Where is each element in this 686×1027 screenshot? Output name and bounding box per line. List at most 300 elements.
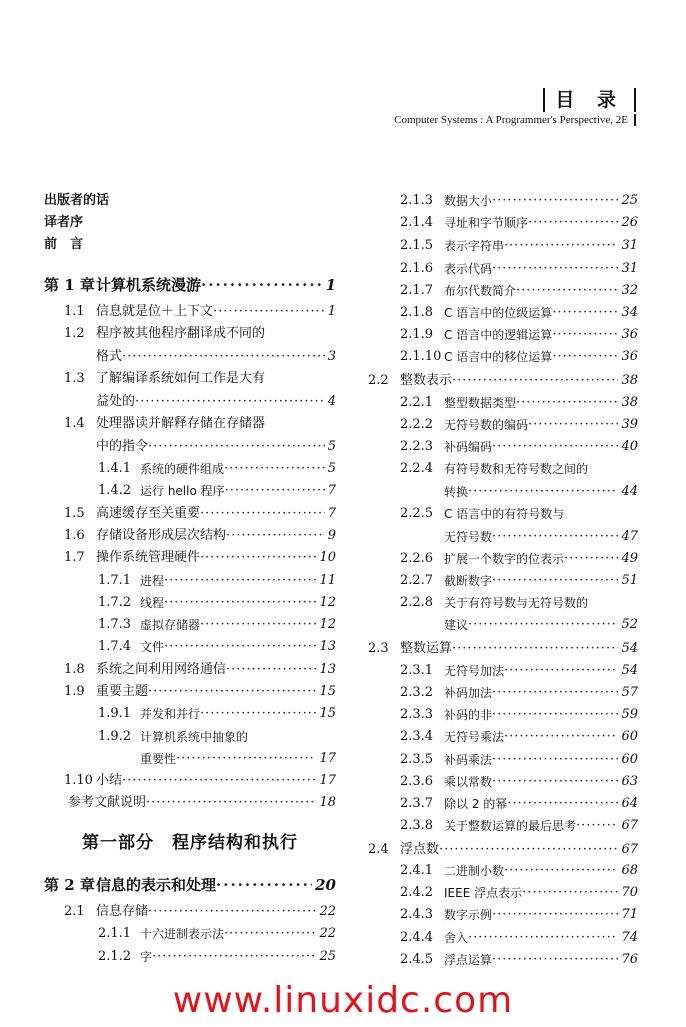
toc-entry-title: 表示字符串 — [444, 239, 505, 253]
toc-entry-number: 1.9.1 — [98, 706, 132, 721]
toc-entry-title: C 语言中的有符号数与 — [444, 507, 565, 521]
toc-entry-title: 字 — [140, 950, 153, 964]
toc-entry-page: 20 — [315, 876, 336, 894]
toc-entry-title: 虚拟存储器 — [140, 618, 201, 632]
dot-leader — [588, 458, 638, 480]
toc-entry-number: 2.1.9 — [400, 327, 434, 342]
toc-entry — [44, 525, 336, 547]
toc-entry-title: 信息就是位＋上下文 — [96, 304, 214, 319]
toc-entry-number: 1.8 — [64, 662, 85, 677]
toc-entry-title: 前 言 — [44, 237, 84, 252]
dot-leader — [164, 570, 316, 592]
toc-entry-page: 70 — [621, 885, 638, 900]
toc-entry-number: 2.2.6 — [400, 551, 434, 566]
dot-leader — [216, 874, 312, 896]
toc-entry-page: 32 — [621, 283, 638, 298]
toc-entry — [44, 874, 336, 896]
toc-entry-page: 5 — [327, 461, 336, 476]
toc-entry-title: 表示代码 — [444, 262, 493, 276]
dot-leader — [452, 638, 618, 660]
toc-entry-title: 浮点数 — [400, 842, 440, 857]
toc-entry-number: 1.4.1 — [98, 461, 132, 476]
toc-entry-page: 34 — [621, 305, 638, 320]
toc-entry — [368, 526, 638, 548]
toc-entry-number: 2.3.4 — [400, 729, 434, 744]
toc-entry-title: 无符号数的编码 — [444, 418, 529, 432]
toc-entry-number: 1.4.2 — [98, 483, 132, 498]
toc-entry — [368, 414, 638, 436]
toc-entry-page: 67 — [621, 818, 638, 833]
toc-entry — [44, 274, 336, 296]
watermark-url: www.linuxidc.com — [172, 980, 514, 1021]
dot-leader — [504, 660, 618, 682]
toc-entry-number: 2.4 — [368, 842, 389, 857]
toc-entry-page: 76 — [621, 952, 638, 967]
toc-entry-number: 2.1.6 — [400, 261, 434, 276]
toc-entry-page: 25 — [319, 949, 336, 964]
dot-leader — [564, 503, 638, 525]
toc-entry-title: 中的指令 — [96, 439, 149, 454]
toc-entry-number: 1.10 — [64, 773, 93, 788]
dot-leader — [492, 682, 618, 704]
toc-entry-page: 17 — [319, 773, 336, 788]
toc-entry-page: 7 — [327, 506, 336, 521]
dot-leader — [528, 212, 618, 234]
dot-leader — [226, 659, 316, 681]
toc-entry-number: 1.7.4 — [98, 639, 132, 654]
dot-leader — [492, 771, 618, 793]
dot-leader — [522, 882, 618, 904]
toc-entry — [368, 324, 638, 346]
toc-entry-title: 格式 — [96, 349, 123, 364]
toc-entry-title: 截断数字 — [444, 574, 493, 588]
toc-entry — [44, 770, 336, 792]
toc-entry — [368, 614, 638, 636]
toc-entry — [368, 949, 638, 971]
toc-entry-page: 38 — [621, 395, 638, 410]
dot-leader — [468, 481, 618, 503]
toc-entry-title: 有符号数和无符号数之间的 — [444, 462, 589, 476]
toc-entry-number: 2.4.4 — [400, 930, 434, 945]
toc-entry — [368, 302, 638, 324]
toc-entry-title: 乘以常数 — [444, 775, 493, 789]
toc-entry — [44, 190, 336, 212]
toc-entry — [368, 235, 638, 257]
toc-entry-number: 1.9.2 — [98, 729, 132, 744]
toc-entry — [44, 212, 336, 234]
toc-entry-title: 无符号加法 — [444, 664, 505, 678]
toc-entry — [368, 704, 638, 726]
toc-entry — [368, 458, 638, 480]
toc-entry-number: 2.3.3 — [400, 707, 434, 722]
toc-entry — [44, 503, 336, 525]
toc-entry-title: 文件 — [140, 640, 165, 654]
dot-leader — [200, 547, 316, 569]
toc-entry-page: 54 — [621, 641, 638, 656]
toc-entry — [44, 636, 336, 658]
dot-leader — [492, 436, 618, 458]
toc-entry — [44, 748, 336, 770]
toc-entry-number: 1.5 — [64, 506, 85, 521]
toc-entry-page: 15 — [319, 706, 336, 721]
toc-entry-title: 除以 2 的幂 — [444, 797, 508, 811]
toc-entry — [368, 570, 638, 592]
toc-entry — [368, 904, 638, 926]
toc-entry-title: 寻址和字节顺序 — [444, 216, 529, 230]
dot-leader — [552, 346, 618, 368]
toc-entry-title: 运行 hello 程序 — [140, 484, 225, 498]
toc-entry-title: 关于整数运算的最后思考 — [444, 819, 577, 833]
toc-entry-number: 1.3 — [64, 371, 85, 386]
toc-entry-page: 17 — [319, 751, 336, 766]
toc-entry — [44, 792, 336, 814]
toc-entry-number: 2.1.4 — [400, 215, 434, 230]
toc-entry-number: 2.1 — [64, 904, 85, 919]
toc-entry-page: 39 — [621, 417, 638, 432]
toc-entry-number: 2.3.2 — [400, 685, 434, 700]
dot-leader — [468, 927, 618, 949]
toc-entry-title: 舍入 — [444, 931, 469, 945]
dot-leader — [516, 280, 618, 302]
toc-entry — [368, 638, 638, 660]
toc-entry-title: 计算机系统中抽象的 — [140, 730, 249, 744]
toc-entry-page: 1 — [325, 276, 336, 294]
toc-entry-title: 数字示例 — [444, 908, 493, 922]
toc-entry-page: 7 — [327, 483, 336, 498]
toc-entry-title: C 语言中的逻辑运算 — [444, 328, 553, 342]
dot-leader — [516, 392, 618, 414]
toc-entry-title: 浮点运算 — [444, 953, 493, 967]
dot-leader — [213, 301, 325, 323]
toc-entry-number: 1.2 — [64, 326, 85, 341]
toc-entry-number: 2.4.3 — [400, 907, 434, 922]
toc-entry — [368, 749, 638, 771]
toc-entry — [44, 234, 336, 256]
toc-entry-page: 67 — [621, 842, 638, 857]
dot-leader — [146, 792, 316, 814]
toc-entry — [44, 901, 336, 923]
toc-entry-number: 1.4 — [64, 416, 85, 431]
toc-entry-number: 2.1.3 — [400, 193, 434, 208]
dot-leader — [576, 815, 618, 837]
toc-entry-title: 并发和并行 — [140, 707, 201, 721]
toc-entry-title: 系统之间利用网络通信 — [96, 662, 227, 677]
dot-leader — [504, 860, 618, 882]
dot-leader — [224, 923, 316, 945]
toc-entry-title: 补码乘法 — [444, 753, 493, 767]
toc-entry — [44, 346, 336, 368]
toc-entry-title: 补码加法 — [444, 686, 493, 700]
toc-entry-page: 4 — [327, 394, 336, 409]
dot-leader — [492, 570, 618, 592]
toc-entry-page: 63 — [621, 774, 638, 789]
dot-leader — [226, 525, 325, 547]
toc-entry-page: 1 — [327, 304, 336, 319]
toc-entry-title: 系统的硬件组成 — [140, 462, 225, 476]
toc-entry-number: 第 1 章 — [44, 276, 95, 294]
toc-entry-page: 74 — [621, 930, 638, 945]
toc-entry-page: 9 — [327, 528, 336, 543]
toc-entry-number: 2.2.8 — [400, 595, 434, 610]
toc-entry-page: 36 — [621, 349, 638, 364]
dot-leader — [492, 704, 618, 726]
dot-leader — [200, 614, 316, 636]
toc-entry — [368, 481, 638, 503]
toc-entry-title: 存储设备形成层次结构 — [96, 528, 227, 543]
toc-entry-number: 2.1.5 — [400, 238, 434, 253]
toc-entry-title: 转换 — [444, 485, 469, 499]
toc-entry-title: 信息存储 — [96, 904, 149, 919]
toc-entry-page: 31 — [621, 238, 638, 253]
toc-entry-title: 建议 — [444, 618, 469, 632]
toc-entry-number: 2.2.7 — [400, 573, 434, 588]
dot-leader — [200, 503, 325, 525]
dot-leader — [507, 793, 618, 815]
dot-leader — [224, 458, 325, 480]
toc-entry-number: 第 2 章 — [44, 876, 95, 894]
dot-leader — [200, 703, 316, 725]
dot-leader — [152, 946, 316, 968]
toc-entry-number: 2.2.2 — [400, 417, 434, 432]
toc-entry — [368, 682, 638, 704]
toc-entry-page: 13 — [319, 662, 336, 677]
dot-leader — [122, 770, 316, 792]
toc-entry-page: 12 — [319, 617, 336, 632]
toc-entry-number: 1.7.3 — [98, 617, 132, 632]
dot-leader — [492, 904, 618, 926]
toc-entry-title: 出版者的话 — [44, 193, 110, 208]
toc-entry-title: 译者序 — [44, 215, 84, 230]
toc-entry-title: 信息的表示和处理 — [96, 876, 217, 894]
toc-entry-page: 12 — [319, 595, 336, 610]
toc-entry-number: 2.2 — [368, 373, 389, 388]
dot-leader — [265, 368, 336, 390]
dot-leader — [564, 548, 618, 570]
toc-entry-page: 25 — [621, 193, 638, 208]
toc-entry-title: 扩展一个数字的位表示 — [444, 552, 565, 566]
toc-entry — [44, 703, 336, 725]
toc-entry-page: 59 — [621, 707, 638, 722]
toc-entry-page: 36 — [621, 327, 638, 342]
toc-entry — [44, 832, 336, 854]
toc-entry-page: 57 — [621, 685, 638, 700]
toc-entry-title: 补码编码 — [444, 440, 493, 454]
toc-entry — [368, 771, 638, 793]
toc-entry-page: 15 — [319, 684, 336, 699]
toc-entry — [44, 592, 336, 614]
toc-entry-page: 60 — [621, 752, 638, 767]
toc-entry-number: 2.4.1 — [400, 863, 434, 878]
toc-entry — [368, 280, 638, 302]
toc-entry-page: 31 — [621, 261, 638, 276]
toc-entry-number: 2.3.7 — [400, 796, 434, 811]
toc-entry-title: 重要主题 — [96, 684, 149, 699]
toc-entry — [368, 927, 638, 949]
toc-entry-page: 13 — [319, 639, 336, 654]
toc-entry — [368, 370, 638, 392]
dot-leader — [164, 592, 316, 614]
toc-entry-page: 38 — [621, 373, 638, 388]
dot-leader — [552, 324, 618, 346]
toc-entry-number: 1.1 — [64, 304, 85, 319]
toc-entry — [368, 346, 638, 368]
toc-entry — [368, 503, 638, 525]
toc-entry-title: 重要性 — [140, 752, 177, 766]
toc-entry-number: 2.1.1 — [98, 926, 132, 941]
toc-entry — [44, 480, 336, 502]
dot-leader — [492, 526, 618, 548]
toc-entry — [368, 793, 638, 815]
toc-entry-title: 益处的 — [96, 394, 136, 409]
toc-entry-title: C 语言中的位级运算 — [444, 306, 553, 320]
dot-leader — [148, 901, 316, 923]
dot-leader — [265, 413, 336, 435]
toc-entry — [368, 258, 638, 280]
toc-entry — [368, 860, 638, 882]
toc-entry — [44, 413, 336, 435]
dot-leader — [492, 190, 618, 212]
toc-entry-number: 2.3.1 — [400, 663, 434, 678]
toc-entry-number: 1.7 — [64, 550, 85, 565]
toc-entry-title: 小结 — [96, 773, 123, 788]
toc-entry — [368, 436, 638, 458]
toc-entry-title: 整型数据类型 — [444, 396, 517, 410]
dot-leader — [135, 391, 325, 413]
toc-entry-page: 54 — [621, 663, 638, 678]
toc-entry — [368, 726, 638, 748]
toc-entry-page: 5 — [327, 439, 336, 454]
toc-entry — [44, 301, 336, 323]
toc-entry-number: 1.7.1 — [98, 573, 132, 588]
toc-entry — [44, 659, 336, 681]
toc-entry-page: 40 — [621, 439, 638, 454]
toc-entry-title: 了解编译系统如何工作是大有 — [96, 371, 266, 386]
toc-entry-page: 26 — [621, 215, 638, 230]
toc-entry — [44, 726, 336, 748]
toc-entry-page: 10 — [319, 550, 336, 565]
dot-leader — [504, 726, 618, 748]
toc-entry-number: 2.2.1 — [400, 395, 434, 410]
toc-entry-title: 处理器读并解释存储在存储器 — [96, 416, 266, 431]
toc-entry-title: IEEE 浮点表示 — [444, 886, 523, 900]
toc-entry — [44, 946, 336, 968]
page-header — [394, 88, 636, 126]
dot-leader — [452, 370, 618, 392]
toc-entry-title: 第一部分 程序结构和执行 — [82, 833, 298, 853]
dot-leader — [225, 480, 325, 502]
dot-leader — [176, 748, 316, 770]
dot-leader — [552, 302, 618, 324]
dot-leader — [468, 614, 618, 636]
toc-entry-title: 整数运算 — [400, 641, 453, 656]
dot-leader — [439, 839, 618, 861]
toc-entry-number: 2.3 — [368, 641, 389, 656]
book-subtitle: Computer Systems : A Programmer's Perspective, 2E — [394, 114, 636, 126]
toc-entry — [44, 458, 336, 480]
toc-entry-title: 线程 — [140, 596, 165, 610]
toc-entry-title: 无符号数 — [444, 530, 493, 544]
toc-entry-number: 2.1.7 — [400, 283, 434, 298]
toc-entry-number: 2.3.6 — [400, 774, 434, 789]
toc-entry-page: 71 — [621, 907, 638, 922]
toc-entry-title: 参考文献说明 — [68, 795, 147, 810]
toc-entry-title: 整数表示 — [400, 373, 453, 388]
toc-entry — [44, 391, 336, 413]
toc-entry-page: 49 — [621, 551, 638, 566]
dot-leader — [504, 235, 618, 257]
toc-entry — [368, 839, 638, 861]
toc-entry-page: 52 — [621, 617, 638, 632]
toc-entry — [368, 592, 638, 614]
toc-entry-title: 十六进制表示法 — [140, 927, 225, 941]
toc-entry-title: 数据大小 — [444, 194, 493, 208]
dot-leader — [122, 346, 325, 368]
toc-entry-page: 3 — [327, 349, 336, 364]
toc-entry-number: 2.3.5 — [400, 752, 434, 767]
toc-entry — [368, 660, 638, 682]
toc-entry-number: 1.6 — [64, 528, 85, 543]
toc-entry — [368, 815, 638, 837]
toc-entry-page: 11 — [319, 573, 336, 588]
toc-entry-number: 2.2.5 — [400, 506, 434, 521]
toc-entry-title: 程序被其他程序翻译成不同的 — [96, 326, 266, 341]
toc-entry — [44, 323, 336, 345]
dot-leader — [201, 274, 323, 296]
dot-leader — [492, 749, 618, 771]
toc-entry-title: 操作系统管理硬件 — [96, 550, 201, 565]
toc-entry — [44, 681, 336, 703]
toc-entry-page: 44 — [621, 484, 638, 499]
toc-entry-page: 60 — [621, 729, 638, 744]
dot-leader — [528, 414, 618, 436]
toc-entry-title: 计算机系统漫游 — [96, 276, 202, 294]
toc-entry — [44, 570, 336, 592]
toc-entry-title: 关于有符号数与无符号数的 — [444, 596, 589, 610]
toc-entry-number: 1.9 — [64, 684, 85, 699]
toc-entry — [368, 190, 638, 212]
toc-entry-title: 无符号乘法 — [444, 730, 505, 744]
toc-entry-page: 64 — [621, 796, 638, 811]
dot-leader — [492, 258, 618, 280]
toc-entry — [368, 548, 638, 570]
dot-leader — [164, 636, 316, 658]
dot-leader — [248, 726, 336, 748]
toc-entry-title: C 语言中的移位运算 — [444, 350, 553, 364]
toc-entry-page: 68 — [621, 863, 638, 878]
dot-leader — [148, 436, 325, 458]
toc-entry-number: 2.4.5 — [400, 952, 434, 967]
toc-entry-number: 1.7.2 — [98, 595, 132, 610]
toc-entry — [368, 212, 638, 234]
toc-entry-page: 51 — [621, 573, 638, 588]
dot-leader — [265, 323, 336, 345]
toc-entry-number: 2.1.8 — [400, 305, 434, 320]
dot-leader — [588, 592, 638, 614]
toc-entry-page: 22 — [319, 926, 336, 941]
toc-entry — [44, 368, 336, 390]
toc-entry-title: 高速缓存至关重要 — [96, 506, 201, 521]
toc-entry-title: 补码的非 — [444, 708, 493, 722]
toc-entry-title: 进程 — [140, 574, 165, 588]
toc-entry-page: 18 — [319, 795, 336, 810]
toc-entry-number: 2.4.2 — [400, 885, 434, 900]
toc-entry-number: 2.1.10 — [400, 349, 442, 364]
page-title: 目 录 — [543, 88, 636, 112]
toc-entry — [44, 614, 336, 636]
toc-entry-number: 2.2.3 — [400, 439, 434, 454]
toc-entry-number: 2.1.2 — [98, 949, 132, 964]
toc-entry — [368, 882, 638, 904]
